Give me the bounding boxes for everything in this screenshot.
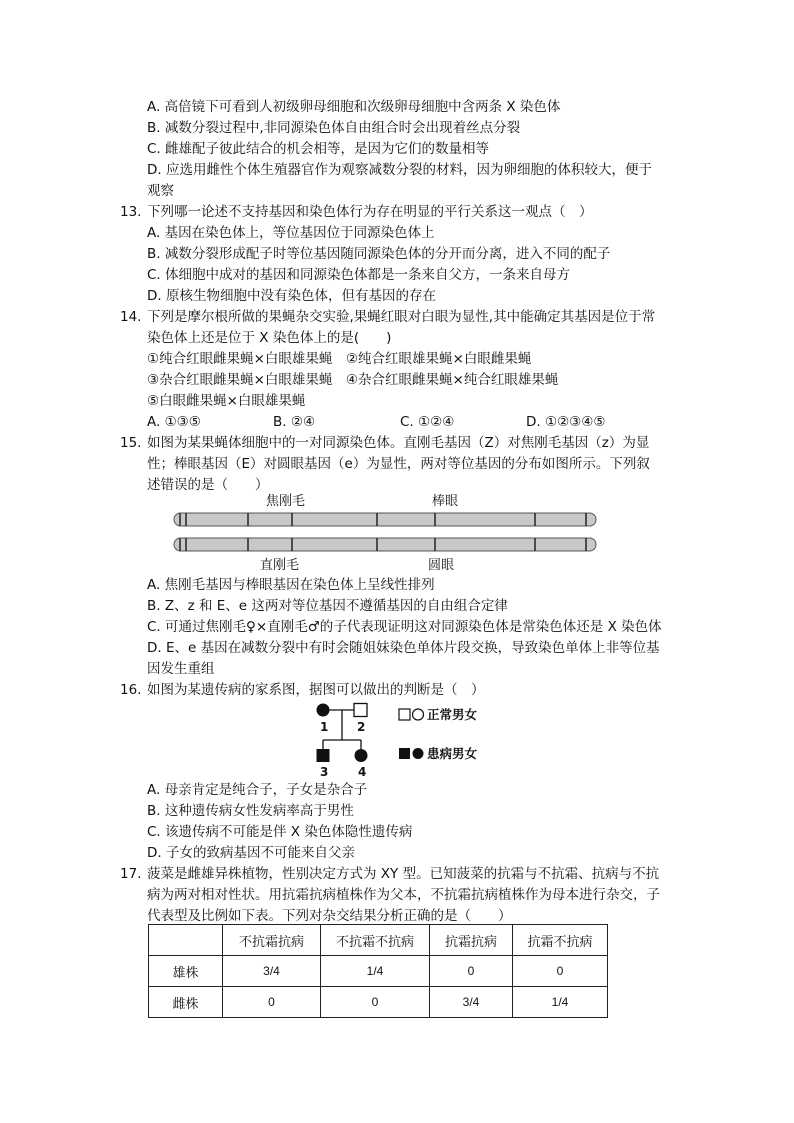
label-scorched-bristle: 焦刚毛 [266,494,306,509]
q12-option-d-continued: 观察 [147,183,174,199]
legend-affected-female-icon [413,748,424,759]
q15-stem-line-2: 性；棒眼基因（E）对圆眼基因（e）为显性，两对等位基因的分布如图所示。下列叙 [147,456,650,472]
table-header-cell: 抗霜不抗病 [513,925,608,956]
pedigree-number-4: 4 [358,765,367,779]
pedigree-number-1: 1 [320,720,329,734]
q14-number: 14. [120,309,142,325]
cross-result-table [148,924,608,1018]
pedigree-number-2: 2 [357,720,366,734]
q15-option-a: A. 焦刚毛基因与棒眼基因在染色体上呈线性排列 [147,577,435,593]
q16-option-c: C. 该遗传病不可能是伴 X 染色体隐性遗传病 [147,824,413,840]
table-cell: 0 [321,987,430,1018]
chromosome-pair-drawing [170,510,602,566]
q14-stem-line-2: 染色体上还是位于 X 染色体上的是( ) [147,330,392,346]
legend-normal-female-icon [413,709,424,720]
q16-stem: 如图为某遗传病的家系图，据图可以做出的判断是（ ） [147,682,485,698]
q14-item-1-2: ①纯合红眼雌果蝇×白眼雄果蝇 ②纯合红眼雄果蝇×白眼雌果蝇 [147,351,532,367]
legend-affected-male-icon [399,748,410,759]
father-normal-symbol [354,704,367,717]
q17-stem-line-1: 菠菜是雌雄异株植物，性别决定方式为 XY 型。已知菠菜的抗霜与不抗霜、抗病与不抗 [147,866,660,882]
table-header-cell: 不抗霜抗病 [223,925,321,956]
legend-affected-label: 患病男女 [427,746,478,761]
mother-affected-symbol [317,704,330,717]
q14-item-5: ⑤白眼雌果蝇×白眼雄果蝇 [147,393,306,409]
q13-option-a: A. 基因在染色体上，等位基因位于同源染色体上 [147,225,435,241]
legend-normal-male-icon [399,709,410,720]
table-cell: 3/4 [223,956,321,987]
table-row-label: 雄株 [149,956,223,987]
q15-option-c: C. 可通过焦刚毛♀×直刚毛♂的子代表现证明这对同源染色体是常染色体还是 X 染色体 [147,619,662,635]
daughter-affected-symbol [355,749,368,762]
q17-stem-line-3: 代表型及比例如下表。下列对杂交结果分析正确的是（ ） [147,908,512,924]
q14-choice-d: D. ①②③④⑤ [526,414,606,430]
q12-option-b: B. 减数分裂过程中,非同源染色体自由组合时会出现着丝点分裂 [147,120,521,136]
q13-stem: 下列哪一论述不支持基因和染色体行为存在明显的平行关系这一观点（ ） [147,204,593,220]
table-cell: 0 [430,956,513,987]
q16-option-a: A. 母亲肯定是纯合子，子女是杂合子 [147,782,368,798]
legend-normal-label: 正常男女 [427,707,478,722]
q12-option-d: D. 应选用雌性个体生殖器官作为观察减数分裂的材料，因为卵细胞的体积较大，便于 [147,162,652,178]
q15-stem-line-3: 述错误的是（ ） [147,477,269,493]
lower-chromosome [174,538,596,551]
pedigree-number-3: 3 [320,765,329,779]
table-cell: 0 [513,956,608,987]
q17-number: 17. [120,866,142,882]
table-cell: 3/4 [430,987,513,1018]
q13-option-c: C. 体细胞中成对的基因和同源染色体都是一条来自父方，一条来自母方 [147,267,571,283]
q14-choice-c: C. ①②④ [400,414,455,430]
label-straight-bristle: 直刚毛 [260,558,300,573]
table-cell: 1/4 [321,956,430,987]
q16-option-d: D. 子女的致病基因不可能来自父亲 [147,845,355,861]
q15-stem-line-1: 如图为某果蝇体细胞中的一对同源染色体。直刚毛基因（Z）对焦刚毛基因（z）为显 [147,435,650,451]
q12-option-c: C. 雌雄配子彼此结合的机会相等，是因为它们的数量相等 [147,141,490,157]
q14-choice-b: B. ②④ [273,414,316,430]
q13-number: 13. [120,204,142,220]
q12-option-a: A. 高倍镜下可看到人初级卵母细胞和次级卵母细胞中含两条 X 染色体 [147,99,561,115]
q15-option-b: B. Z、z 和 E、e 这两对等位基因不遵循基因的自由组合定律 [147,598,508,614]
label-round-eye: 圆眼 [428,558,455,573]
table-header-row [149,925,608,956]
table-header-cell [149,925,223,956]
q14-stem-line-1: 下列是摩尔根所做的果蝇杂交实验,果蝇红眼对白眼为显性,其中能确定其基因是位于常 [147,309,656,325]
q16-number: 16. [120,682,142,698]
table-row [149,987,608,1018]
q16-option-b: B. 这种遗传病女性发病率高于男性 [147,803,354,819]
q15-number: 15. [120,435,142,451]
table-cell: 1/4 [513,987,608,1018]
q17-stem-line-2: 病为两对相对性状。用抗霜抗病植株作为父本，不抗霜抗病植株作为母本进行杂交，子 [147,887,660,903]
q13-option-d: D. 原核生物细胞中没有染色体，但有基因的存在 [147,288,436,304]
q15-option-d-continued: 因发生重组 [147,661,215,677]
q14-choice-a: A. ①③⑤ [147,414,201,430]
table-cell: 0 [223,987,321,1018]
table-row [149,956,608,987]
table-row-label: 雌株 [149,987,223,1018]
pedigree-figure [300,698,500,780]
upper-chromosome [174,513,596,526]
q13-option-b: B. 减数分裂形成配子时等位基因随同源染色体的分开而分离，进入不同的配子 [147,246,611,262]
q14-item-3-4: ③杂合红眼雌果蝇×白眼雄果蝇 ④杂合红眼雌果蝇×纯合红眼雄果蝇 [147,372,559,388]
table-header-cell: 不抗霜不抗病 [321,925,430,956]
label-bar-eye: 棒眼 [432,494,459,509]
son-affected-symbol [317,749,330,762]
table-header-cell: 抗霜抗病 [430,925,513,956]
q15-option-d: D. E、e 基因在减数分裂中有时会随姐妹染色单体片段交换，导致染色单体上非等位基 [147,640,660,656]
homologous-chromosome-figure [170,494,602,574]
